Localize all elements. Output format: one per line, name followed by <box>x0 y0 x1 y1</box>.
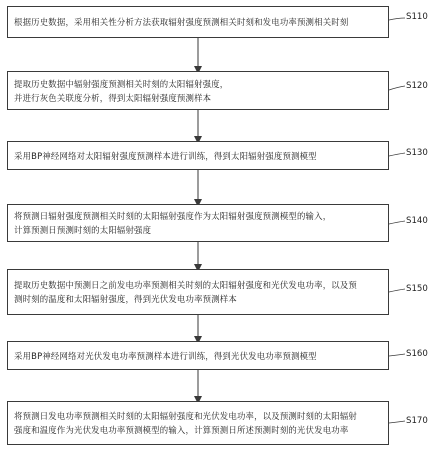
step-box-s170 <box>7 401 389 445</box>
step-text-s110: 根据历史数据，采用相关性分析方法获取辐射强度预测相关时刻和发电功率预测相关时刻 <box>14 17 349 27</box>
leader-s140 <box>389 221 405 224</box>
step-label-s110: S110 <box>406 12 428 22</box>
step-label-s170: S170 <box>406 416 428 426</box>
leader-s170 <box>389 421 405 423</box>
step-text-s150: 提取历史数据中预测日之前发电功率预测相关时刻的太阳辐射强度和光伏发电功率，以及预 测时刻的温度和太阳辐射强度，得到光伏发电功率预测样本 <box>14 280 357 304</box>
step-label-s140: S140 <box>406 216 428 226</box>
step-label-s120: S120 <box>406 81 428 91</box>
step-label-s160: S160 <box>406 349 428 359</box>
step-box-s140 <box>7 204 389 242</box>
step-text-s170: 将预测日发电功率预测相关时刻的太阳辐射强度和光伏发电功率，以及预测时刻的太阳辐射 强度和温度作为光伏发电功率预测模型的输入，计算预测日所述预测时刻的光伏发电功率 <box>14 411 357 435</box>
step-text-s130: 采用BP神经网络对太阳辐射强度预测样本进行训练，得到太阳辐射强度预测模型 <box>14 150 317 161</box>
step-box-s110 <box>7 6 389 38</box>
step-box-s160 <box>7 341 389 370</box>
step-text-s160: 采用BP神经网络对光伏发电功率预测样本进行训练，得到光伏发电功率预测模型 <box>14 350 317 361</box>
leader-s120 <box>389 86 405 90</box>
step-text-s120: 提取历史数据中辐射强度预测相关时刻的太阳辐射强度， 并进行灰色关联度分析，得到太阳辐射强度预测样本 <box>14 78 229 103</box>
leader-s130 <box>389 153 405 156</box>
step-box-s120 <box>7 71 389 110</box>
step-box-s130 <box>7 141 389 170</box>
step-label-s150: S150 <box>406 284 428 294</box>
leader-s110 <box>389 18 405 20</box>
leader-s150 <box>389 289 405 292</box>
leader-s160 <box>389 354 405 356</box>
step-box-s150 <box>7 269 389 315</box>
step-text-s140: 将预测日辐射强度预测相关时刻的太阳辐射强度作为太阳辐射强度预测模型的输入， 计算预测日预测时刻的太阳辐射强度 <box>14 211 332 235</box>
step-label-s130: S130 <box>406 148 428 158</box>
